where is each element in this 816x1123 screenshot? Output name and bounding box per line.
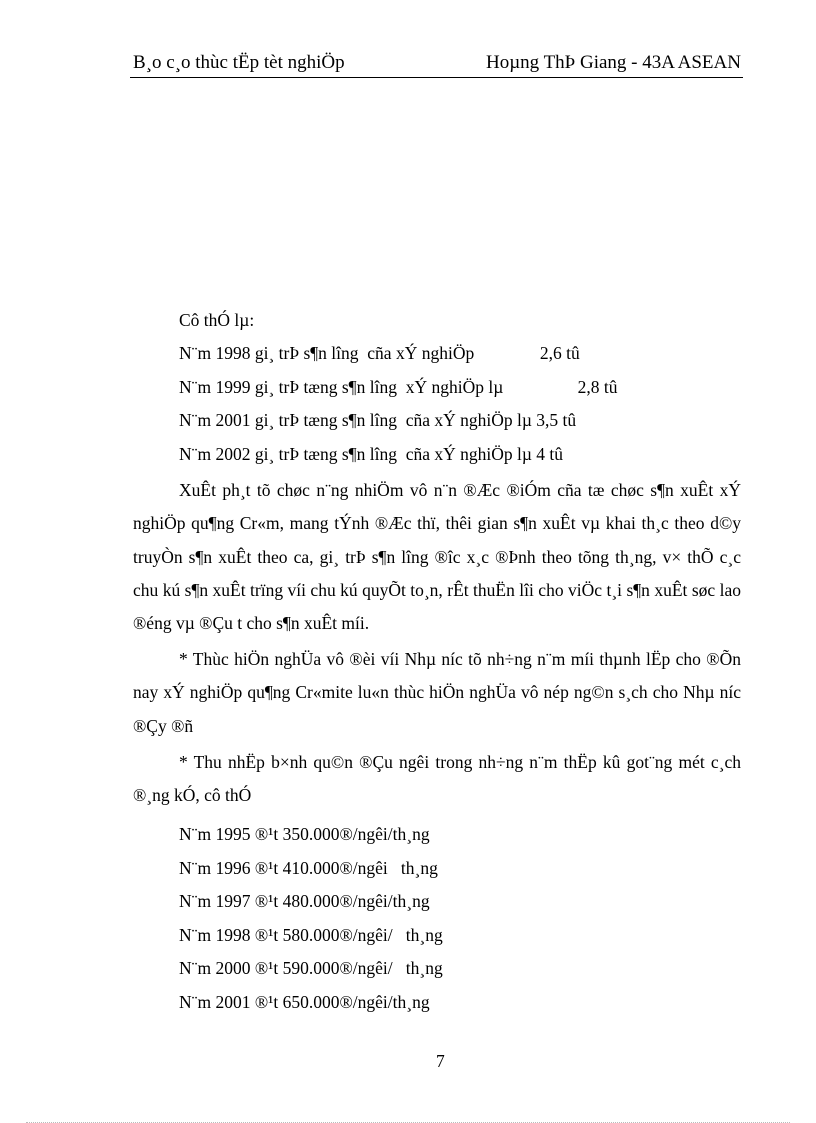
income-line: N¨m 1997 ®¹t 480.000®/ngêi/th¸ng [179,891,430,911]
paragraph: * Thùc hiÖn nghÜa vô ®èi víi Nhµ níc tõ nh÷ng n¨m míi thµnh lËp cho ®Õn nay xÝ nghiÖp qu¶ng Cr«mite lu«n thùc hiÖn nghÜa vô nép ng©n s¸ch cho Nhµ níc ®Çy ®ñ [133,649,741,736]
value-line: N¨m 1999 gi¸ trÞ tæng s¶n lîng xÝ nghiÖp lµ 2,8 tû [179,377,618,397]
income-line: N¨m 2000 ®¹t 590.000®/ngêi/ th¸ng [179,958,443,978]
intro-line: Cô thÓ lµ: [179,310,255,330]
page-number: 7 [436,1051,445,1071]
value-line: N¨m 2001 gi¸ trÞ tæng s¶n lîng cña xÝ nghiÖp lµ 3,5 tû [179,410,577,430]
income-line: N¨m 1995 ®¹t 350.000®/ngêi/th¸ng [179,824,430,844]
paragraph: XuÊt ph¸t tõ chøc n¨ng nhiÖm vô n¨n ®Æc ®iÓm cña tæ chøc s¶n xuÊt xÝ nghiÖp qu¶ng Cr«m, mang tÝnh ®Æc thï, thêi gian s¶n xuÊt vµ khai th¸c theo d©y truyÒn s¶n xuÊt theo ca, gi¸ trÞ s¶n lîng ®îc x¸c ®Þnh theo tõng th¸ng, v× thÕ c¸c chu kú s¶n xuÊt trïng víi chu kú quyÕt to¸n, rÊt thuËn lîi cho viÖc t¸i s¶n xuÊt søc lao ®éng vµ ®Çu t cho s¶n xuÊt míi. [133,480,741,634]
header-title: B¸o c¸o thùc tËp tèt nghiÖp [133,52,345,73]
paragraph: * Thu nhËp b×nh qu©n ®Çu ngêi trong nh÷ng n¨m thËp kû got¨ng mét c¸ch ®¸ng kÓ, cô thÓ [133,752,741,806]
income-line: N¨m 1996 ®¹t 410.000®/ngêi th¸ng [179,858,438,878]
income-line: N¨m 2001 ®¹t 650.000®/ngêi/th¸ng [179,992,430,1012]
header-rule [130,77,743,78]
value-line: N¨m 1998 gi¸ trÞ s¶n lîng cña xÝ nghiÖp 2,6 tû [179,343,580,363]
income-line: N¨m 1998 ®¹t 580.000®/ngêi/ th¸ng [179,925,443,945]
value-line: N¨m 2002 gi¸ trÞ tæng s¶n lîng cña xÝ nghiÖp lµ 4 tû [179,444,564,464]
header-author: Hoµng ThÞ Giang - 43A ASEAN [486,52,741,73]
